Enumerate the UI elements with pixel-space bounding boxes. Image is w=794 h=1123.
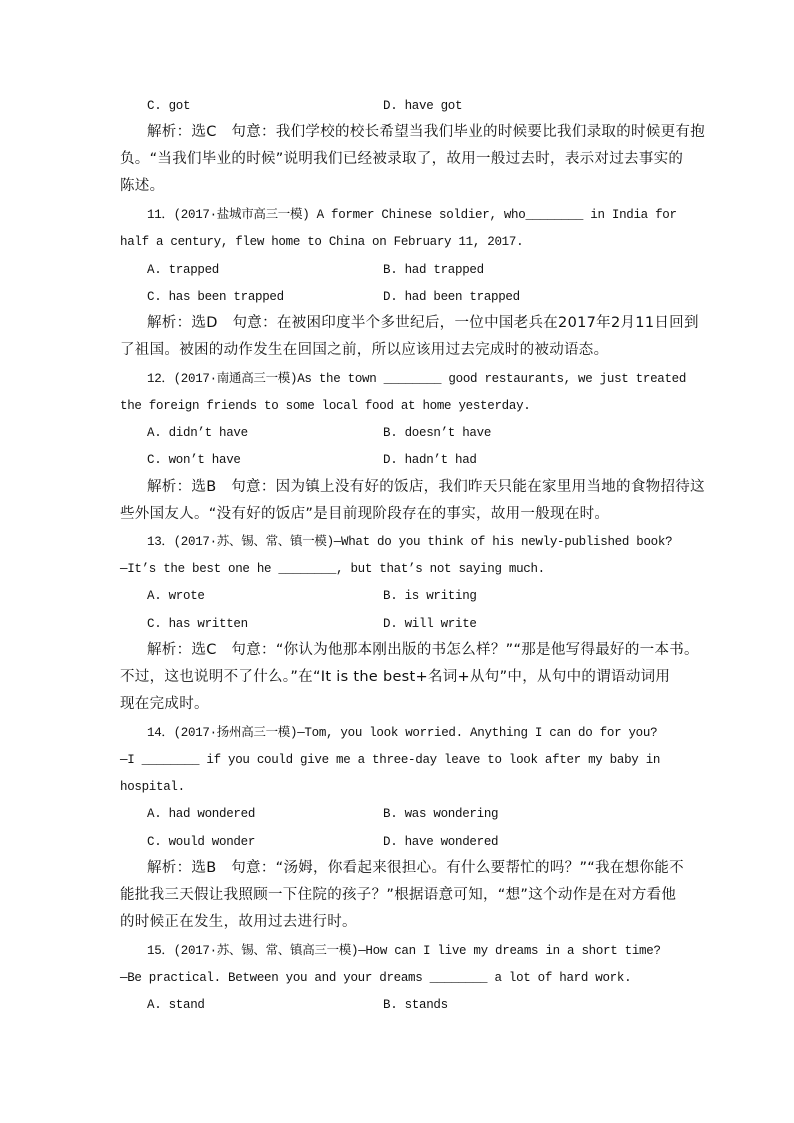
q12-stem-line-2: the foreign friends to some local food at home yesterday. [120,399,531,413]
q12-explanation-line-1: 解析：选B 句意：因为镇上没有好的饭店，我们昨天只能在家里用当地的食物招待这 [147,479,705,495]
q13-option-a: A. wrote [147,589,205,603]
q14-stem-line-2: —I ________ if you could give me a three-day leave to look after my baby in [120,753,661,767]
q14-option-a: A. had wondered [147,807,256,821]
q13-stem-line-2: —It’s the best one he ________, but that’s not saying much. [120,562,545,576]
q14-explanation-line-3: 的时候正在发生，故用过去进行时。 [120,914,357,930]
q12-option-b: B. doesn’t have [383,426,492,440]
q14-option-b: B. was wondering [383,807,499,821]
q11-explanation-line-2: 了祖国。被困的动作发生在回国之前，所以应该用过去完成时的被动语态。 [120,342,609,358]
q12-stem-line-1: 12．(2017·南通高三一模)As the town ________ good restaurants, we just treated [147,372,687,386]
q14-explanation-line-2: 能批我三天假让我照顾一下住院的孩子？”根据语意可知，“想”这个动作是在对方看他 [120,887,677,903]
q13-option-b: B. is writing [383,589,477,603]
q11-stem-line-2: half a century, flew home to China on February 11, 2017. [120,235,524,249]
q14-option-d: D. have wondered [383,835,499,849]
q11-stem-line-1: 11．(2017·盐城市高三一模) A former Chinese soldier, who________ in India for [147,208,677,222]
q12-explanation-line-2: 些外国友人。“没有好的饭店”是目前现阶段存在的事实，故用一般现在时。 [120,506,610,522]
q14-option-c: C. would wonder [147,835,256,849]
q15-option-b: B. stands [383,998,448,1012]
q13-option-c: C. has written [147,617,248,631]
q12-option-a: A. didn’t have [147,426,248,440]
q11-option-a: A. trapped [147,263,220,277]
q10-explanation-line-1: 解析：选C 句意：我们学校的校长希望当我们毕业的时候要比我们录取的时候更有抱 [147,124,706,140]
q10-option-d: D. have got [383,99,463,113]
q14-stem-line-3: hospital. [120,780,185,794]
q14-stem-line-1: 14．(2017·扬州高三一模)—Tom, you look worried. Anything I can do for you? [147,726,658,740]
q14-explanation-line-1: 解析：选B 句意：“汤姆，你看起来很担心。有什么要帮忙的吗？”“我在想你能不 [147,860,684,876]
q13-stem-line-1: 13．(2017·苏、锡、常、镇一模)—What do you think of his newly-published book? [147,535,673,549]
q13-option-d: D. will write [383,617,477,631]
q10-explanation-line-2: 负。“当我们毕业的时候”说明我们已经被录取了，故用一般过去时，表示对过去事实的 [120,151,684,167]
q15-option-a: A. stand [147,998,205,1012]
q11-explanation-line-1: 解析：选D 句意：在被困印度半个多世纪后，一位中国老兵在2017年2月11日回到 [147,315,699,331]
q11-option-d: D. had been trapped [383,290,520,304]
q15-stem-line-2: —Be practical. Between you and your dreams ________ a lot of hard work. [120,971,632,985]
q13-explanation-line-1: 解析：选C 句意：“你认为他那本刚出版的书怎么样？”“那是他写得最好的一本书。 [147,642,699,658]
q12-option-d: D. hadn’t had [383,453,477,467]
q13-explanation-line-3: 现在完成时。 [120,696,209,712]
q12-option-c: C. won’t have [147,453,241,467]
q13-explanation-line-2: 不过，这也说明不了什么。”在“It is the best+名词+从句”中，从句中的谓语动词用 [120,669,671,685]
q11-option-b: B. had trapped [383,263,484,277]
q11-option-c: C. has been trapped [147,290,284,304]
q10-explanation-line-3: 陈述。 [120,178,165,194]
q10-option-c: C. got [147,99,191,113]
q15-stem-line-1: 15．(2017·苏、锡、常、镇高三一模)—How can I live my dreams in a short time? [147,944,661,958]
